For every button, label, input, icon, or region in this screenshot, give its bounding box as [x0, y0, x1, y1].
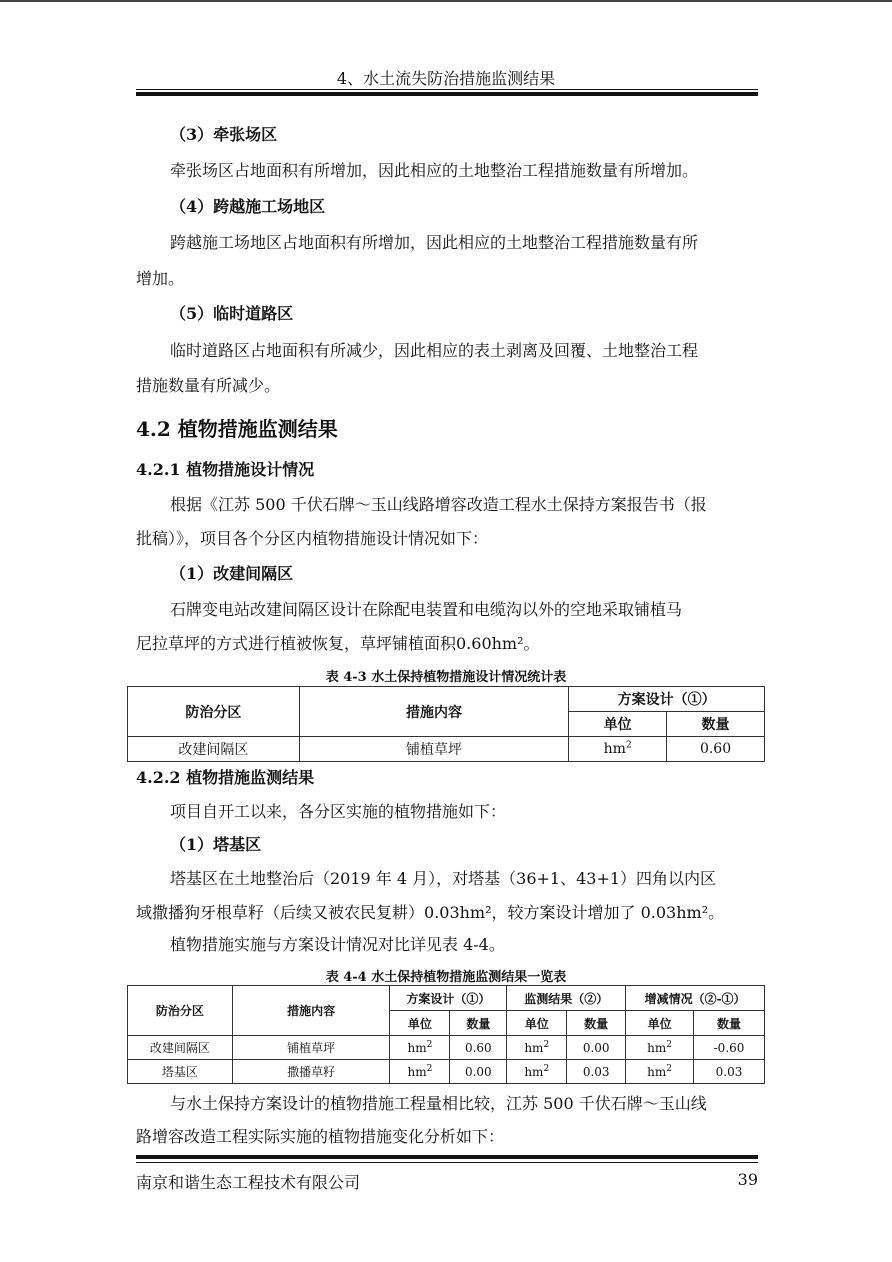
table-cell-qty: 0.03	[694, 1060, 765, 1084]
heading-tower-area: （1）塔基区	[170, 835, 262, 854]
table-4-4-header-change: 增减情况（②-①）	[626, 986, 765, 1011]
table-4-3-header-plan: 方案设计（①）	[569, 687, 765, 712]
paragraph-crossing-line1: 跨越施工场地区占地面积有所增加，因此相应的土地整治工程措施数量有所	[170, 233, 699, 252]
table-cell-zone: 塔基区	[128, 1060, 233, 1084]
heading-temp-road: （5）临时道路区	[170, 304, 294, 323]
table-4-3-header-measure: 措施内容	[299, 687, 569, 737]
paragraph-end-line2: 路增容改造工程实际实施的植物措施变化分析如下：	[136, 1127, 505, 1146]
running-header: 4、水土流失防治措施监测结果	[336, 69, 556, 88]
section-title-4-2: 4.2 植物措施监测结果	[136, 417, 338, 441]
table-4-4-header-unit-1: 单位	[390, 1011, 450, 1036]
table-cell-qty: -0.60	[694, 1036, 765, 1060]
table-cell-measure: 铺植草坪	[299, 737, 569, 762]
table-row	[128, 1036, 765, 1060]
table-cell-zone: 改建间隔区	[128, 737, 300, 762]
table-cell-unit: $hm^2$	[626, 1060, 694, 1084]
paragraph-tower-line1: 塔基区在土地整治后（2019 年 4 月），对塔基（36+1、43+1）四角以内区	[170, 869, 717, 888]
table-4-3-header-qty: 数量	[667, 712, 765, 737]
paragraph-temp-road-line1: 临时道路区占地面积有所减少，因此相应的表土剥离及回覆、土地整治工程	[170, 341, 699, 360]
footer-company: 南京和谐生态工程技术有限公司	[136, 1173, 361, 1192]
paragraph-422: 项目自开工以来，各分区实施的植物措施如下：	[170, 802, 507, 821]
paragraph-bay-line2: 尼拉草坪的方式进行植被恢复，草坪铺植面积0.60hm²。	[136, 634, 540, 653]
header-rule-thin	[136, 89, 758, 90]
table-4-3-header-unit: 单位	[569, 712, 667, 737]
header-rule-thick	[136, 92, 758, 96]
page-number: 39	[737, 1170, 758, 1189]
table-4-4	[127, 985, 765, 1084]
table-cell-qty: 0.00	[567, 1036, 626, 1060]
table-4-3	[127, 686, 765, 762]
table-cell-unit: $hm^2$	[507, 1060, 567, 1084]
table-cell-measure: 铺植草坪	[232, 1036, 390, 1060]
table-4-4-header-measure: 措施内容	[232, 986, 390, 1036]
table-4-4-header-plan: 方案设计（①）	[390, 986, 507, 1011]
table-cell-qty: 0.60	[450, 1036, 507, 1060]
paragraph-traction-area: 牵张场区占地面积有所增加，因此相应的土地整治工程措施数量有所增加。	[170, 161, 699, 180]
heading-traction-area: （3）牵张场区	[170, 125, 278, 144]
table-4-4-header-unit-3: 单位	[626, 1011, 694, 1036]
table-cell-qty: 0.00	[450, 1060, 507, 1084]
table-4-4-header-qty-2: 数量	[567, 1011, 626, 1036]
heading-crossing-area: （4）跨越施工场地区	[170, 197, 326, 216]
paragraph-tower-line3: 植物措施实施与方案设计情况对比详见表 4-4。	[170, 935, 505, 954]
table-row	[128, 1060, 765, 1084]
table-cell-zone: 改建间隔区	[128, 1036, 233, 1060]
section-title-4-2-2: 4.2.2 植物措施监测结果	[136, 768, 315, 787]
table-4-4-header-qty-1: 数量	[450, 1011, 507, 1036]
table-4-4-header-qty-3: 数量	[694, 1011, 765, 1036]
footer-rule-thin	[136, 1162, 758, 1163]
paragraph-421-line2: 批稿）》，项目各个分区内植物措施设计情况如下：	[136, 529, 489, 548]
paragraph-crossing-line2: 增加。	[136, 269, 185, 288]
footer-rule-thick	[136, 1155, 758, 1159]
table-4-3-caption: 表 4-3 水土保持植物措施设计情况统计表	[325, 670, 567, 685]
table-cell-measure: 撒播草籽	[232, 1060, 390, 1084]
table-cell-unit: $hm^2$	[390, 1060, 450, 1084]
paragraph-temp-road-line2: 措施数量有所减少。	[136, 376, 281, 395]
heading-bay-area: （1）改建间隔区	[170, 564, 294, 583]
paragraph-bay-line1: 石牌变电站改建间隔区设计在除配电装置和电缆沟以外的空地采取铺植马	[170, 600, 683, 619]
table-cell-qty: 0.60	[667, 737, 765, 762]
table-cell-qty: 0.03	[567, 1060, 626, 1084]
table-cell-unit: $hm^2$	[626, 1036, 694, 1060]
table-row	[128, 737, 765, 762]
paragraph-end-line1: 与水土保持方案设计的植物措施工程量相比较，江苏 500 千伏石牌～玉山线	[170, 1094, 707, 1113]
paragraph-tower-line2: 域撒播狗牙根草籽（后续又被农民复耕）0.03hm²，较方案设计增加了 0.03hm²。	[136, 903, 725, 922]
table-4-4-header-monitor: 监测结果（②）	[507, 986, 626, 1011]
table-4-4-header-unit-2: 单位	[507, 1011, 567, 1036]
table-cell-unit: $hm^2$	[507, 1036, 567, 1060]
scan-edge-line	[0, 0, 892, 2]
paragraph-421-line1: 根据《江苏 500 千伏石牌～玉山线路增容改造工程水土保持方案报告书（报	[170, 495, 707, 514]
table-4-4-caption: 表 4-4 水土保持植物措施监测结果一览表	[325, 970, 567, 985]
section-title-4-2-1: 4.2.1 植物措施设计情况	[136, 460, 315, 479]
table-4-4-header-zone: 防治分区	[128, 986, 233, 1036]
table-cell-unit: $hm^2$	[569, 737, 667, 762]
table-cell-unit: $hm^2$	[390, 1036, 450, 1060]
table-4-3-header-zone: 防治分区	[128, 687, 300, 737]
